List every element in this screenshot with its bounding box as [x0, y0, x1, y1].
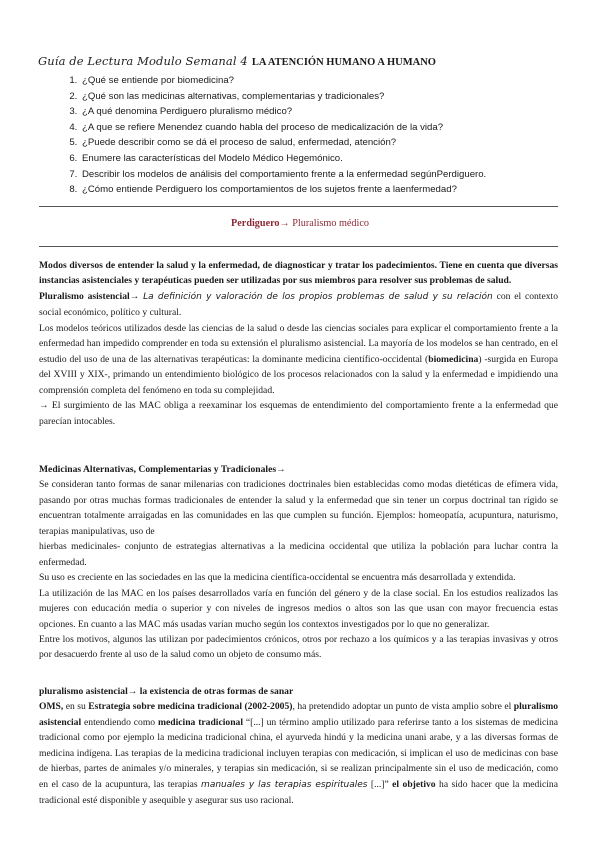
- pluralismo-term: pluralismo asistencial: [39, 701, 559, 728]
- mac-paragraph-3: Su uso es creciente en las sociedades en las que la medicina científica-occidental se encuentra más desarrollada y extendida.: [39, 572, 516, 584]
- document-title: [38, 52, 568, 70]
- pa-rest: con el contexto social económico, político y cultural.: [39, 290, 558, 319]
- divider-top: [39, 206, 558, 207]
- oms-text-2: , ha pretendido adoptar un punto de vista amplio sobre el: [292, 701, 514, 713]
- biomedicina-term: biomedicina: [428, 353, 479, 365]
- oms-heading: pluralismo asistencial→ la existencia de otras formas de sanar: [39, 686, 294, 697]
- oms-paragraph: [39, 699, 558, 808]
- oms-label: OMS,: [39, 701, 64, 713]
- medicina-tradicional-term: medicina tradicional: [158, 716, 243, 728]
- models-paragraph: [39, 321, 558, 398]
- estrategia-term: Estrategia sobre medicina tradicional (2002-2005): [88, 701, 293, 713]
- objetivo-term: el objetivo: [392, 778, 436, 790]
- question-item: 3. ¿A qué denomina Perdiguero pluralismo médico?: [80, 104, 580, 120]
- divider-bottom: [39, 246, 558, 247]
- intro-paragraph: Modos diversos de entender la salud y la enfermedad, de diagnosticar y tratar los padecimientos. Tiene en cuenta que diversas instancias asistenciales y terapéuticas pueden ser utilizadas por sus miembros para resolver sus problemas de salud.: [39, 260, 558, 287]
- question-item: 4. ¿A que se refiere Menendez cuando habla del proceso de medicalización de la vida?: [80, 120, 580, 136]
- mac-paragraph-5: Entre los motivos, algunos las utilizan por padecimientos crónicos, otros por rechazo a los químicos y a las terapias invasivas y otros por desacuerdo frente al uso de la salud como un objeto de consumo más.: [39, 633, 558, 661]
- oms-text-4: “[...] un término amplio utilizado para referirse tanto a los sistemas de medicina tradicional como por ejemplo la medicina tradicional china, el ayurveda hindú y la medicina unani arabe, y a las diversas formas de medicina indígena. Las terapias de la medicina tradicional incluyen terapias con medicación, si implican el uso de medicinas con base de hierbas, partes de animales y/o minerales, y terapias sin medicación, si se realizan principalmente sin el uso de medicación, como en el caso de la acupuntura, las terapias: [39, 716, 558, 790]
- oms-text-6: ha sido hacer que la medicina tradicional esté disponible y asequible y asegurar sus uso racional.: [39, 778, 558, 807]
- mac-paragraph-4: La utilización de las MAC en los países desarrollados varía en función del género y de la clase social. En los estudios realizados las mujeres con educación media o superior y con niveles de ingresos medios o altos son las que usan con mayor frecuencia estas opciones. En cuanto a las MAC más usadas varían mucho según los contextos investigados por lo que no generalizar.: [39, 587, 558, 630]
- pa-label: Pluralismo asistencial→: [39, 290, 140, 302]
- oms-text-3: entendiendo como: [81, 716, 159, 728]
- mac-paragraph: → El surgimiento de las MAC obliga a reexaminar los esquemas de entendimiento del comportamiento frente a la enfermedad que parecían intocables.: [39, 400, 558, 427]
- question-item: 2. ¿Qué son las medicinas alternativas, complementarias y tradicionales?: [80, 89, 580, 105]
- pluralismo-asistencial-paragraph: [39, 289, 558, 321]
- mac-paragraph-1: Se consideran tanto formas de sanar milenarias con tradiciones doctrinales bien establecidas como modas dietéticas de efímera vida, pasando por otras muchas formas tradicionales de entender la salud y la enfermedad que sin tener un corpus doctrinal tan rígido se encuentran totalmente arraigadas en las comunidades en las que cumplen su función. Ejemplos: homeopatía, acupuntura, naturismo, terapias manipulativas, uso de: [39, 479, 558, 537]
- handwritten-title: Guía de Lectura Modulo Semanal 4: [38, 54, 248, 68]
- models-text-a: Los modelos teóricos utilizados desde las ciencias de la salud o desde las ciencias sociales para explicar el comportamiento frente a la enfermedad han impedido comprender en toda su extensión el pluralismo asistencial. La mayoría de los modelos se han centrado, en el estudio del uso de una de las alternativas terapéuticas: la dominante medicina científico-occidental (: [39, 322, 558, 365]
- oms-text-1: en su: [63, 701, 89, 713]
- section-heading-bold: Perdiguero: [231, 218, 280, 229]
- title-text: LA ATENCIÓN HUMANO A HUMANO: [251, 57, 436, 68]
- mac-block: [39, 462, 558, 663]
- pluralismo-block: [39, 258, 558, 429]
- question-list: [58, 73, 580, 198]
- section-heading: [0, 218, 600, 229]
- question-item: 1. ¿Qué se entiende por biomedicina?: [80, 73, 580, 89]
- question-item: 5. ¿Puede describir como se dá el proceso de salud, enfermedad, atención?: [80, 135, 580, 151]
- pa-handwritten: La definición y valoración de los propios problemas de salud y su relación: [143, 291, 493, 302]
- question-item: 6. Enumere las características del Modelo Médico Hegemónico.: [80, 151, 580, 167]
- oms-block: [39, 684, 558, 809]
- terapias-handwritten: manuales y las terapias espirituales: [201, 779, 368, 790]
- mac-paragraph-2: hierbas medicinales- conjunto de estrategias alternativas a la medicina occidental que utiliza la población para luchar contra la enfermedad.: [39, 541, 558, 568]
- oms-text-5: [...]”: [367, 778, 393, 790]
- models-text-b: ) -surgida en Europa del XVIII y XIX-, primando un entendimiento biológico de los procesos relacionados con la salud y la enfermedad e impidiendo una comprensión completa del fenómeno en toda su complejidad.: [39, 353, 558, 396]
- question-item: 7. Describir los modelos de análisis del comportamiento frente a la enfermedad segúnPerdiguero.: [80, 167, 580, 183]
- section-heading-rest: → Pluralismo médico: [279, 218, 369, 229]
- question-item: 8. ¿Cómo entiende Perdiguero los comportamientos de los sujetos frente a laenfermedad?: [80, 182, 580, 198]
- mac-heading: Medicinas Alternativas, Complementarias y Tradicionales→: [39, 464, 286, 475]
